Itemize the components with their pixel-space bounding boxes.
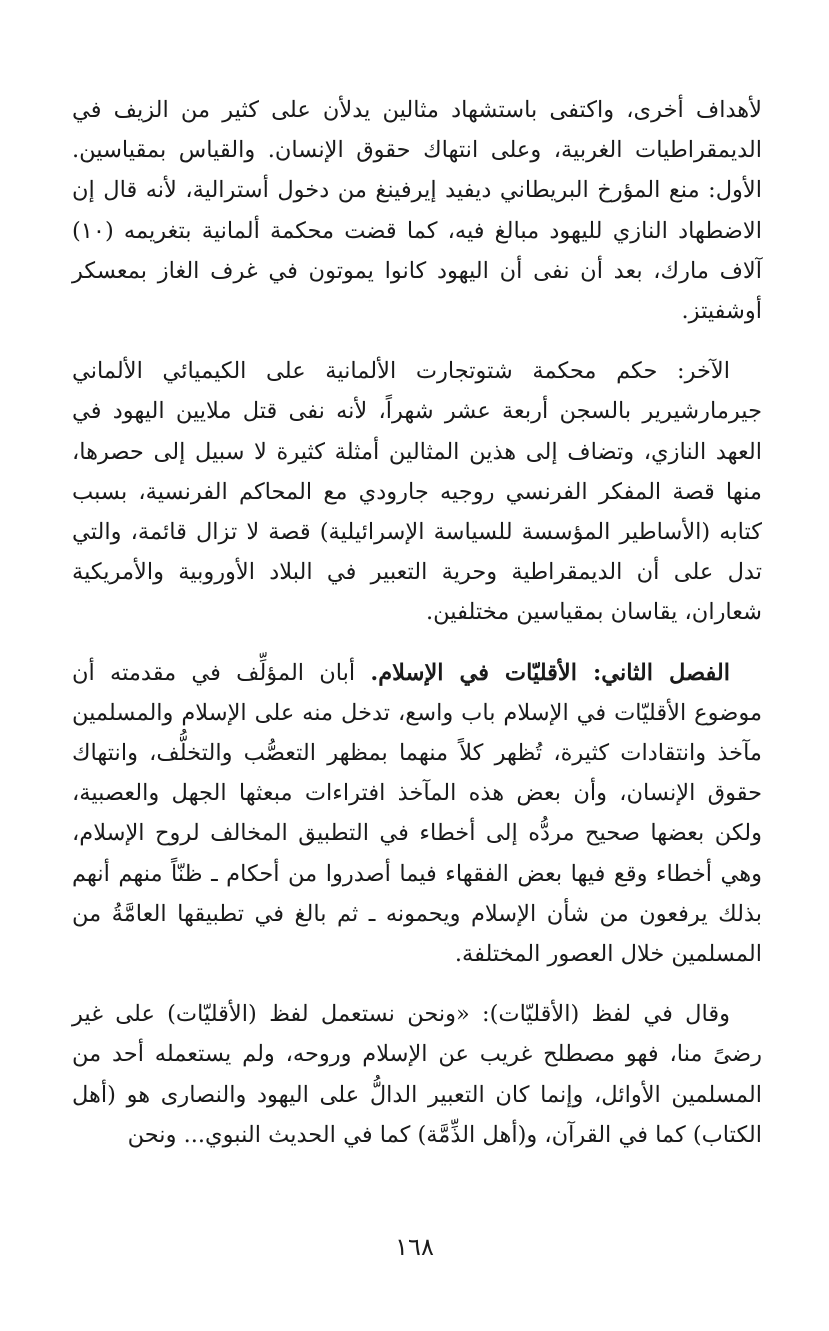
- page-number: ١٦٨: [395, 1233, 434, 1261]
- paragraph-4-text: وقال في لفظ (الأقليّات): «ونحن نستعمل لفظ (الأقليّات) على غير رضىً منا، فهو مصطلح غريب عن الإسلام وروحه، ولم يستعمله أحد من المسلمين الأوائل، وإنما كان التعبير الدالُّ على اليهود والنصارى هو (أهل الكتاب) كما في القرآن، و(أهل الذِّمَّة) كما في الحديث النبوي... ونحن: [72, 1001, 762, 1148]
- paragraph-2-text: الآخر: حكم محكمة شتوتجارت الألمانية على الكيميائي الألماني جيرمارشيرير بالسجن أربعة عشر شهراً، لأنه نفى قتل ملايين اليهود في العهد النازي، وتضاف إلى هذين المثالين أمثلة كثيرة لا سبيل إلى حصرها، منها قصة المفكر الفرنسي روجيه جارودي مع المحاكم الفرنسية، بسبب كتابه (الأساطير المؤسسة للسياسة الإسرائيلية) قصة لا تزال قائمة، والتي تدل على أن الديمقراطية وحرية التعبير في البلاد الأوروبية والأمريكية شعاران، يقاسان بمقياسين مختلفين.: [72, 358, 762, 626]
- chapter-heading: الفصل الثاني: الأقليّات في الإسلام.: [370, 659, 730, 686]
- paragraph-2: [72, 351, 762, 632]
- paragraph-1-text: لأهداف أخرى، واكتفى باستشهاد مثالين يدلأن على كثير من الزيف في الديمقراطيات الغربية، وعلى انتهاك حقوق الإنسان. والقياس بمقياسين. الأول: منع المؤرخ البريطاني ديفيد إيرفينغ من دخول أسترالية، لأنه قال إن الاضطهاد النازي لليهود مبالغ فيه، كما قضت محكمة ألمانية بتغريمه (١٠) آلاف مارك، بعد أن نفى أن اليهود كانوا يموتون في غرف الغاز بمعسكر أوشفيتز.: [72, 97, 762, 325]
- paragraph-1: [72, 90, 762, 331]
- body-text: [72, 90, 762, 1155]
- paragraph-4: [72, 994, 762, 1155]
- paragraph-3: [72, 653, 762, 975]
- paragraph-3-text: أبان المؤلِّف في مقدمته أن موضوع الأقليّات في الإسلام باب واسع، تدخل منه على الإسلام والمسلمين مآخذ وانتقادات كثيرة، تُظهر كلاً منهما بمظهر التعصُّب والتخلُّف، وانتهاك حقوق الإنسان، وأن بعض هذه المآخذ افتراءات مبعثها الجهل والعصبية، ولكن بعضها صحيح مردُّه إلى أخطاء في التطبيق المخالف لروح الإسلام، وهي أخطاء وقع فيها بعض الفقهاء فيما أصدروا من أحكام ـ ظنّاً منهم أنهم بذلك يرفعون من شأن الإسلام ويحمونه ـ ثم بالغ في تطبيقها العامَّةُ من المسلمين خلال العصور المختلفة.: [72, 659, 762, 968]
